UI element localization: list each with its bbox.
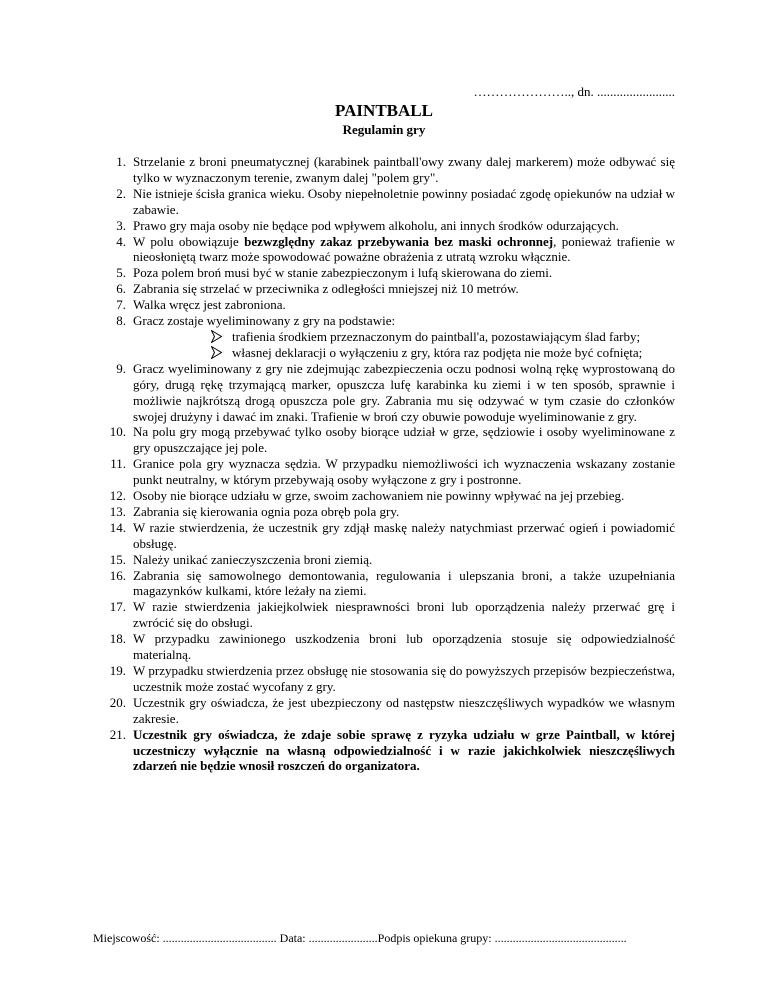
rule-text bbox=[133, 520, 675, 551]
rule-text bbox=[133, 568, 675, 599]
rule-text-segment: Zabrania się kierowania ognia poza obręb pola gry. bbox=[133, 503, 400, 519]
rule-item bbox=[96, 313, 675, 361]
rule-item bbox=[96, 695, 675, 727]
rule-number: 19. bbox=[109, 663, 126, 678]
rule-text bbox=[133, 599, 675, 630]
rule-number: 18. bbox=[109, 631, 126, 647]
rule-text-segment: Gracz zostaje wyeliminowany z gry na podstawie: bbox=[133, 313, 396, 329]
rule-text bbox=[133, 504, 399, 519]
rule-text bbox=[133, 297, 286, 312]
rule-number: 17. bbox=[109, 599, 126, 615]
document-title: PAINTBALL bbox=[335, 101, 433, 120]
rule-number: 5. bbox=[116, 265, 126, 281]
rule-text bbox=[133, 456, 675, 487]
rule-text bbox=[133, 424, 675, 455]
rule-item bbox=[96, 727, 675, 775]
rule-subitem-text: własnej deklaracji o wyłączeniu z gry, która raz podjęta nie może być cofnięta; bbox=[232, 344, 643, 360]
rule-subitem bbox=[133, 345, 675, 361]
document-subtitle: Regulamin gry bbox=[342, 122, 426, 137]
rule-item bbox=[96, 504, 675, 520]
rule-text-segment: W przypadku zawinionego uszkodzenia broni lub oporządzenia stosuje się odpowiedzialność materialną. bbox=[133, 631, 675, 663]
rule-number: 9. bbox=[116, 360, 126, 376]
rule-text-segment: W polu obowiązuje bbox=[133, 233, 245, 249]
rule-text bbox=[133, 281, 519, 296]
rule-text-segment: Na polu gry mogą przebywać tylko osoby biorące udział w grze, sędziowie i osoby wyeliminowane z gry opuszczające jej pole. bbox=[133, 424, 675, 456]
rule-text bbox=[133, 727, 675, 774]
rule-subitem bbox=[133, 329, 675, 345]
rule-number: 20. bbox=[109, 694, 126, 710]
place-date-line: ………………….., dn. ........................ bbox=[473, 84, 675, 99]
rule-text bbox=[133, 488, 624, 503]
rule-item bbox=[96, 424, 675, 456]
rule-item bbox=[96, 234, 675, 266]
signature-footer: Miejscowość: ...................................... Data: .......................Podpis opiekuna grupy: ............................................ bbox=[93, 931, 627, 945]
rule-number: 12. bbox=[109, 488, 126, 504]
rule-number: 10. bbox=[109, 424, 126, 440]
rule-text-segment: Prawo gry maja osoby nie będące pod wpływem alkoholu, ani innych środków odurzających. bbox=[133, 217, 619, 233]
rule-text bbox=[133, 186, 675, 217]
rule-number: 1. bbox=[116, 154, 126, 169]
rule-text-segment: Zabrania się samowolnego demontowania, regulowania i ulepszania broni, a także uzupełniania magazynków kulkami, które leżały na ziemi. bbox=[133, 567, 675, 599]
rule-sublist bbox=[133, 329, 675, 361]
rule-text bbox=[133, 552, 372, 567]
rule-text-segment: Poza polem broń musi być w stanie zabezpieczonym i lufą skierowana do ziemi. bbox=[133, 265, 553, 281]
rule-number: 6. bbox=[116, 281, 126, 297]
rule-number: 16. bbox=[109, 567, 126, 583]
rule-number: 14. bbox=[109, 519, 126, 535]
rule-text-bold: Uczestnik gry oświadcza, że zdaje sobie sprawę z ryzyka udziału w grze Paintball, w której uczestniczy wyłącznie na własną odpowiedzialność i w razie jakichkolwiek nieszczęśliwych zdarzeń nie będzie wnosił roszczeń do organizatora. bbox=[133, 726, 675, 774]
rule-item bbox=[96, 281, 675, 297]
rule-text-segment: Granice pola gry wyznacza sędzia. W przypadku niemożliwości ich wyznaczenia wskazany zostanie punkt neutralny, w którym przebywają osoby wyłączone z gry i postronne. bbox=[133, 456, 675, 488]
rule-number: 15. bbox=[109, 551, 126, 567]
rule-text-segment: Należy unikać zanieczyszczenia broni ziemią. bbox=[133, 551, 373, 567]
rule-item bbox=[96, 456, 675, 488]
rule-text-segment: Zabrania się strzelać w przeciwnika z odległości mniejszej niż 10 metrów. bbox=[133, 281, 519, 297]
rule-item bbox=[96, 297, 675, 313]
rule-text bbox=[133, 313, 395, 328]
arrow-bullet-icon bbox=[211, 330, 222, 343]
rule-number: 3. bbox=[116, 217, 126, 233]
rule-text bbox=[133, 234, 675, 265]
rule-number: 8. bbox=[116, 313, 126, 329]
rule-number: 13. bbox=[109, 503, 126, 519]
rule-text-segment: W razie stwierdzenia jakiejkolwiek niesprawności broni lub oporządzenia należy przerwać grę i zwrócić się do obsługi. bbox=[133, 599, 675, 631]
rule-item bbox=[96, 154, 675, 186]
arrow-bullet-icon bbox=[211, 346, 222, 359]
rule-text bbox=[133, 663, 675, 694]
rule-text-segment: Uczestnik gry oświadcza, że jest ubezpieczony od następstw nieszczęśliwych wypadków we własnym zakresie. bbox=[133, 694, 675, 726]
rule-text-bold: bezwzględny zakaz przebywania bez maski ochronnej bbox=[244, 233, 554, 249]
rule-item bbox=[96, 265, 675, 281]
rule-item bbox=[96, 663, 675, 695]
rule-number: 4. bbox=[116, 233, 126, 249]
rule-text-segment: Gracz wyeliminowany z gry nie zdejmując zabezpieczenia oczu podnosi wolną rękę wyprostowaną do góry, drugą rękę trzymającą marker, opuszcza lufę karabinka ku ziemi i w ten sposób, sprawnie i możliwie najkrótszą drogą opuszcza pole gry. Zabrania mu się odzywać w tym czasie do członków swojej drużyny i dawać im znaki. Trafienie w broń czy obuwie powoduje wyeliminowanie z gry. bbox=[133, 360, 675, 424]
rule-item bbox=[96, 186, 675, 218]
rule-text-segment: W razie stwierdzenia, że uczestnik gry zdjął maskę należy natychmiast przerwać ogień i powiadomić obsługę. bbox=[133, 519, 675, 551]
rule-item bbox=[96, 599, 675, 631]
rule-item bbox=[96, 552, 675, 568]
rule-text-segment: Strzelanie z broni pneumatycznej (karabinek paintball'owy zwany dalej markerem) może odbywać się tylko w wyznaczonym terenie, zwanym dalej "polem gry". bbox=[133, 154, 675, 185]
rule-item bbox=[96, 520, 675, 552]
rule-item bbox=[96, 568, 675, 600]
rule-text bbox=[133, 154, 675, 185]
rule-text bbox=[133, 695, 675, 726]
rule-text bbox=[133, 361, 675, 424]
rule-text bbox=[133, 631, 675, 662]
rule-text-segment: W przypadku stwierdzenia przez obsługę nie stosowania się do powyższych przepisów bezpieczeństwa, uczestnik może zostać wycofany z gry. bbox=[133, 663, 675, 694]
rule-subitem-text: trafienia środkiem przeznaczonym do paintball'a, pozostawiającym ślad farby; bbox=[232, 328, 641, 344]
rule-text-segment: Nie istnieje ścisła granica wieku. Osoby niepełnoletnie powinny posiadać zgodę opiekunów na udział w zabawie. bbox=[133, 185, 675, 217]
rule-text bbox=[133, 218, 619, 233]
rule-item bbox=[96, 218, 675, 234]
rule-text bbox=[133, 265, 552, 280]
rule-text-segment: Osoby nie biorące udziału w grze, swoim zachowaniem nie powinny wpływać na jej przebieg. bbox=[133, 488, 625, 504]
rule-number: 2. bbox=[116, 185, 126, 201]
rules-list bbox=[96, 154, 675, 774]
rule-item bbox=[96, 488, 675, 504]
rule-text-segment: Walka wręcz jest zabroniona. bbox=[133, 297, 286, 313]
rule-item bbox=[96, 631, 675, 663]
rule-number: 11. bbox=[110, 456, 126, 472]
rule-item bbox=[96, 361, 675, 425]
rule-text-segment: , ponieważ trafienie w nieosłoniętą twarz może spowodować poważne obrażenia z utratą wzroku włącznie. bbox=[133, 233, 675, 265]
rule-number: 7. bbox=[116, 297, 126, 313]
rule-number: 21. bbox=[109, 726, 126, 742]
